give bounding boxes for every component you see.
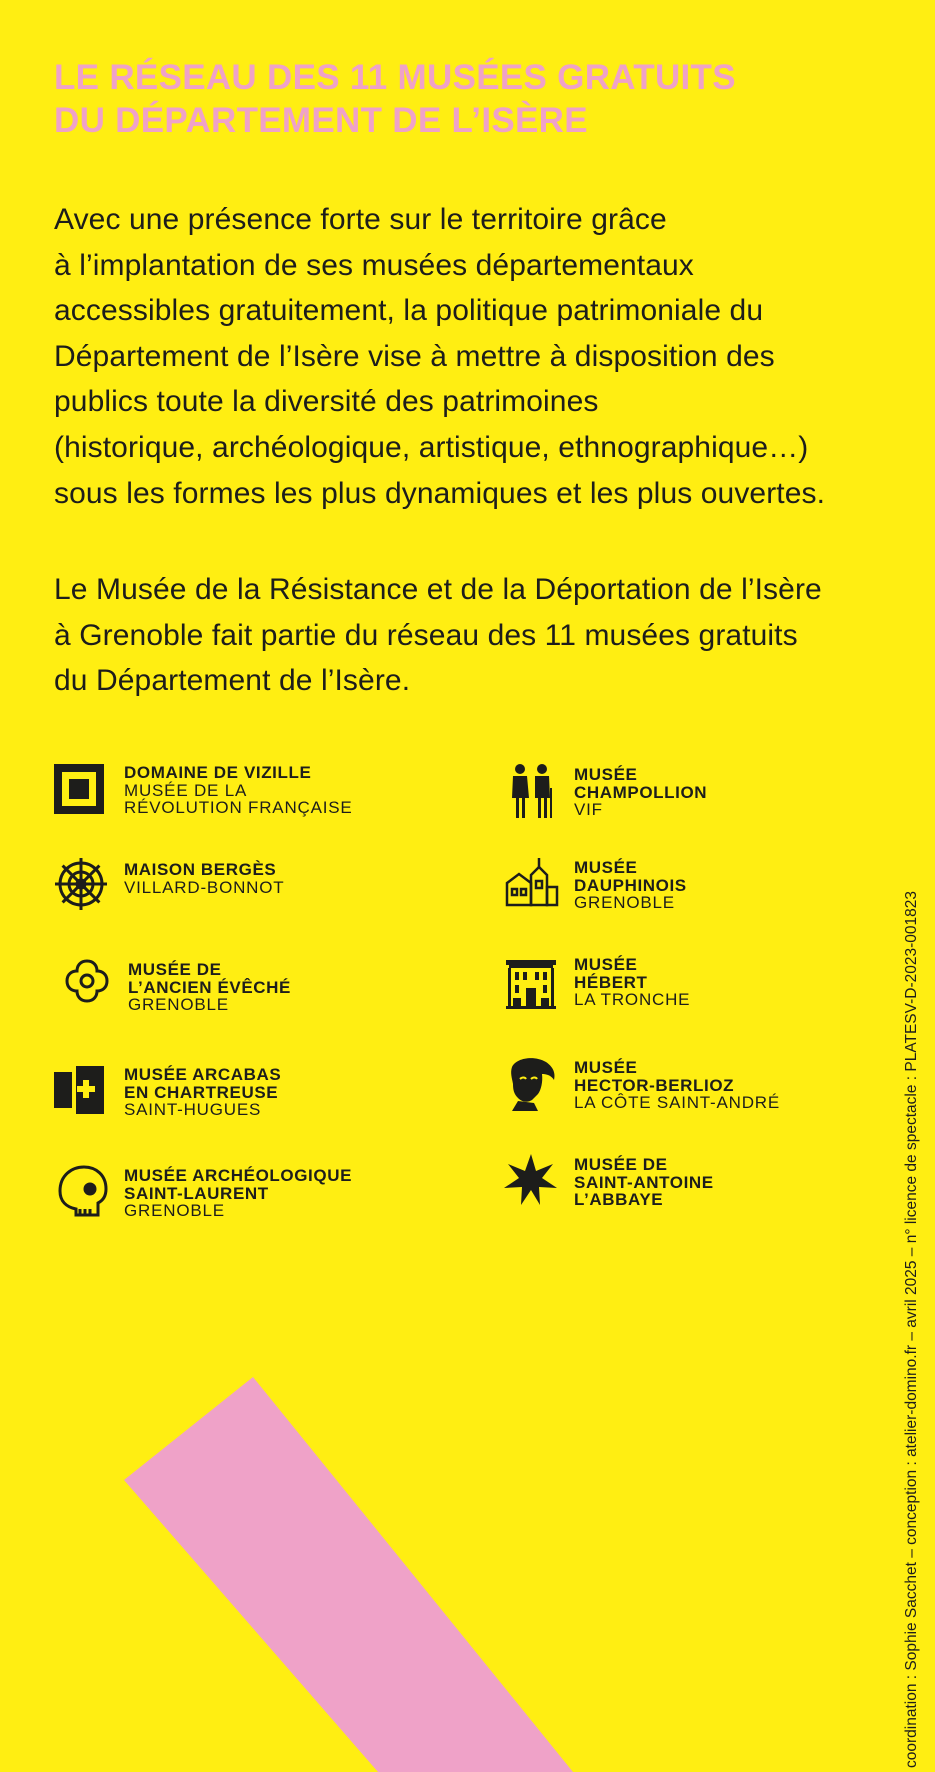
museum-location: SAINT-HUGUES: [124, 1100, 262, 1119]
museum-location: VILLARD-BONNOT: [124, 877, 285, 897]
museum-location: LA TRONCHE: [574, 990, 691, 1009]
museum-name: MUSÉE HECTOR-BERLIOZ: [574, 1058, 735, 1095]
museum-location: GRENOBLE: [574, 893, 675, 912]
network-line: Le Musée de la Résistance et de la Déportation de l’Isère: [54, 573, 822, 606]
intro-line: (historique, archéologique, artistique, ethnographique…): [54, 430, 809, 464]
network-line: à Grenoble fait partie du réseau des 11 musées gratuits: [54, 618, 798, 652]
museum-name: DOMAINE DE VIZILLE: [124, 763, 312, 782]
museum-name: MUSÉE HÉBERT: [574, 955, 648, 992]
museum-location: GRENOBLE: [124, 1201, 225, 1220]
museum-location: MUSÉE DE LA RÉVOLUTION FRANÇAISE: [124, 780, 353, 817]
intro-line: à l’implantation de ses musées départementaux: [54, 248, 694, 282]
museum-name: MUSÉE DAUPHINOIS: [574, 858, 687, 895]
museum-name: MAISON BERGÈS: [124, 860, 277, 879]
intro-line: Avec une présence forte sur le territoire grâce: [54, 203, 667, 236]
title-line: DU DÉPARTEMENT DE L’ISÈRE: [54, 101, 588, 140]
intro-line: sous les formes les plus dynamiques et les plus ouvertes.: [54, 476, 826, 510]
museum-name: MUSÉE CHAMPOLLION: [574, 765, 708, 802]
museum-name: MUSÉE DE SAINT-ANTOINE L’ABBAYE: [574, 1155, 714, 1209]
museum-location: GRENOBLE: [128, 995, 229, 1014]
museum-location: LA CÔTE SAINT-ANDRÉ: [574, 1093, 781, 1112]
intro-line: Département de l’Isère vise à mettre à disposition des: [54, 339, 775, 373]
intro-line: publics toute la diversité des patrimoines: [54, 385, 599, 419]
museum-name: MUSÉE ARCABAS EN CHARTREUSE: [124, 1065, 282, 1102]
intro-line: accessibles gratuitement, la politique patrimoniale du: [54, 294, 764, 328]
title-line: LE RÉSEAU DES 11 MUSÉES GRATUITS: [54, 58, 736, 97]
network-line: du Département de l’Isère.: [54, 664, 411, 698]
museum-name: MUSÉE ARCHÉOLOGIQUE SAINT-LAURENT: [124, 1166, 353, 1203]
museum-location: VIF: [574, 800, 603, 819]
credits-text: coordination : Sophie Sacchet – conception : atelier-domino.fr – avril 2025 – n° licence de spectacle : PLATESV-D-2023-001823: [903, 890, 920, 1768]
museum-name: MUSÉE DE L’ANCIEN ÉVÊCHÉ: [128, 960, 291, 997]
